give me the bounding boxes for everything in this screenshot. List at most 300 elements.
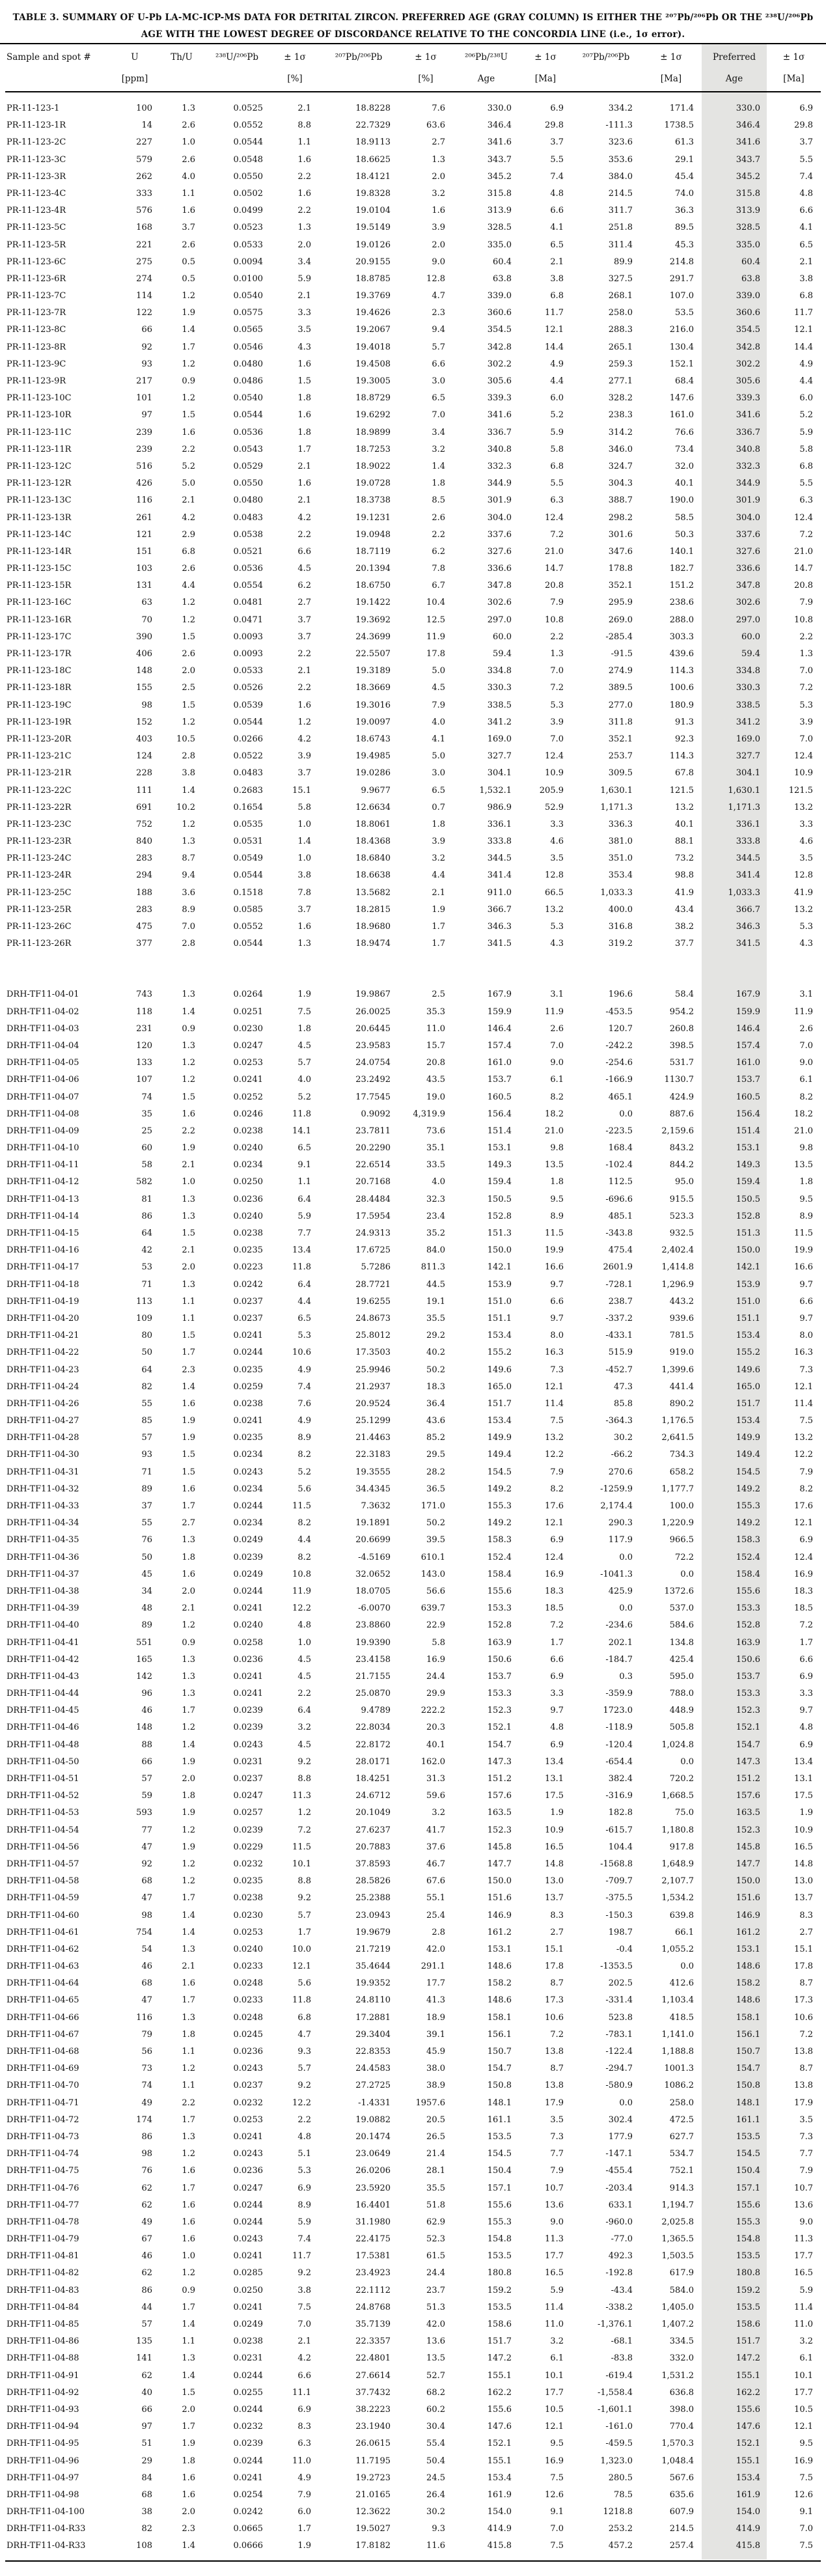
value-cell: 0.0550 <box>233 171 263 182</box>
value-cell: 124 <box>136 751 152 762</box>
value-cell: 1.9 <box>182 1756 195 1767</box>
value-cell: 382.4 <box>608 1774 633 1784</box>
value-cell: 2.3 <box>432 308 445 318</box>
column-header: ± 1σ [%] <box>284 52 306 84</box>
value-cell: 1.2 <box>182 2064 195 2074</box>
value-cell: 1,531.2 <box>661 2370 694 2381</box>
value-cell: 148.1 <box>487 2098 512 2108</box>
value-cell: 5.7 <box>297 1058 311 1068</box>
sample-id: DRH-TF11-04-35 <box>7 1535 79 1545</box>
sample-id: DRH-TF11-04-54 <box>7 1825 79 1835</box>
value-cell: 6.1 <box>550 1075 564 1085</box>
value-cell: 537.0 <box>669 1603 694 1614</box>
value-cell: 154.7 <box>487 2064 512 2074</box>
value-cell: 121.5 <box>669 785 694 796</box>
value-cell: 151.7 <box>736 1398 760 1409</box>
value-cell: 398.0 <box>669 2404 694 2415</box>
value-cell: 167.9 <box>736 990 760 1000</box>
value-cell: 400.0 <box>608 904 633 915</box>
value-cell: 6.6 <box>432 359 445 369</box>
value-cell: 10.9 <box>794 768 813 779</box>
value-cell: 1218.8 <box>603 2507 633 2517</box>
value-cell: 154.7 <box>736 1739 760 1750</box>
value-cell: 53 <box>141 1262 152 1273</box>
value-cell: 8.2 <box>297 1450 311 1460</box>
value-cell: 5.2 <box>550 410 564 421</box>
value-cell: 5.5 <box>799 154 813 165</box>
value-cell: 160.5 <box>736 1092 760 1102</box>
value-cell: 0.0243 <box>233 2064 263 2074</box>
value-cell: 0.0232 <box>233 2422 263 2432</box>
value-cell: 2601.9 <box>603 1262 633 1273</box>
value-cell: 0.0247 <box>233 1791 263 1801</box>
sample-id: DRH-TF11-04-38 <box>7 1586 79 1596</box>
value-cell: 239 <box>136 427 152 437</box>
value-cell: 7.8 <box>297 887 311 898</box>
table-row <box>5 2214 821 2231</box>
value-cell: 89.5 <box>675 223 694 233</box>
value-cell: 4.2 <box>297 512 311 523</box>
value-cell: 17.7545 <box>355 1092 391 1102</box>
value-cell: 0.0248 <box>233 1978 263 1989</box>
value-cell: 1,399.6 <box>661 1364 694 1375</box>
value-cell: 324.7 <box>608 461 633 471</box>
value-cell: 42.0 <box>426 2320 445 2329</box>
sample-id: PR-11-123-15C <box>7 564 72 574</box>
value-cell: 3.2 <box>432 188 445 199</box>
value-cell: 7.9 <box>799 1467 813 1477</box>
value-cell: 151.4 <box>487 1126 512 1136</box>
sample-id: DRH-TF11-04-20 <box>7 1313 79 1323</box>
value-cell: 152.4 <box>736 1552 760 1562</box>
value-cell: -1259.9 <box>600 1484 633 1494</box>
value-cell: 37.6 <box>426 1842 445 1852</box>
value-cell: 0.0575 <box>233 308 263 318</box>
value-cell: 351.0 <box>608 853 633 864</box>
value-cell: 5.0 <box>182 478 195 489</box>
value-cell: 17.5 <box>794 1791 813 1801</box>
value-cell: 86 <box>141 1211 152 1221</box>
value-cell: 153.7 <box>736 1671 760 1682</box>
table-row <box>5 1464 821 1481</box>
value-cell: 1.6 <box>297 188 311 199</box>
sample-id: PR-11-123-21R <box>7 768 72 779</box>
value-cell: 60.0 <box>741 631 760 642</box>
value-cell: 0.0538 <box>233 529 263 540</box>
value-cell: 2.1 <box>297 666 311 676</box>
value-cell: 7.0 <box>799 666 813 676</box>
value-cell: 76 <box>141 2166 152 2176</box>
value-cell: 523.3 <box>669 1211 694 1221</box>
value-cell: 37.7432 <box>355 2387 391 2398</box>
value-cell: 0.0521 <box>233 546 263 557</box>
value-cell: 770.4 <box>669 2422 694 2432</box>
value-cell: 117.9 <box>608 1535 633 1545</box>
sample-id: PR-11-123-5C <box>7 223 66 233</box>
value-cell: 61.5 <box>426 2251 445 2262</box>
value-cell: 9.7 <box>550 1279 564 1290</box>
value-cell: 384.0 <box>608 171 633 182</box>
value-cell: 0.0235 <box>233 1245 263 1256</box>
sample-id: DRH-TF11-04-28 <box>7 1433 79 1443</box>
value-cell: 8.3 <box>799 1910 813 1920</box>
value-cell: 19.6292 <box>355 410 391 421</box>
value-cell: 156.1 <box>736 2029 760 2040</box>
table-row <box>5 986 821 1003</box>
value-cell: 260.8 <box>669 1023 694 1034</box>
value-cell: 932.5 <box>669 1228 694 1238</box>
value-cell: 1.7 <box>182 2114 195 2125</box>
value-cell: 153.5 <box>736 2131 760 2142</box>
value-cell: 11.7195 <box>355 2456 391 2466</box>
value-cell: 3.5 <box>297 325 311 335</box>
value-cell: 4.0 <box>432 717 445 727</box>
value-cell: 346.3 <box>736 922 760 932</box>
value-cell: 56.6 <box>426 1586 445 1596</box>
value-cell: 153.5 <box>487 2302 512 2312</box>
value-cell: 30.2 <box>426 2507 445 2517</box>
value-cell: 939.6 <box>669 1313 694 1323</box>
value-cell: 13.6 <box>426 2336 445 2347</box>
value-cell: 58 <box>141 1160 152 1170</box>
value-cell: 304.3 <box>608 478 633 489</box>
value-cell: -709.7 <box>605 1876 633 1887</box>
value-cell: 0.9 <box>182 1023 195 1034</box>
table-row <box>5 1856 821 1873</box>
table-row <box>5 373 821 390</box>
value-cell: -452.7 <box>605 1364 633 1375</box>
value-cell: -242.2 <box>605 1040 633 1051</box>
sample-id: PR-11-123-11C <box>7 427 72 437</box>
value-cell: 344.9 <box>487 478 512 489</box>
value-cell: 142.1 <box>736 1262 760 1273</box>
value-cell: 163.5 <box>736 1808 760 1818</box>
value-cell: 8.7 <box>550 1978 564 1989</box>
table-row <box>5 1208 821 1225</box>
value-cell: 0.0244 <box>233 2456 263 2466</box>
value-cell: 448.9 <box>669 1706 694 1716</box>
value-cell: 9.7 <box>550 1313 564 1323</box>
value-cell: 1.9 <box>182 1433 195 1443</box>
value-cell: 0.0094 <box>233 256 263 267</box>
value-cell: 20.2290 <box>355 1143 391 1154</box>
value-cell: 19.1231 <box>355 512 391 523</box>
value-cell: 19.0097 <box>355 717 391 727</box>
value-cell: 2.3 <box>182 2524 195 2534</box>
value-cell: 627.7 <box>669 2131 694 2142</box>
value-cell: 347.8 <box>487 581 512 591</box>
value-cell: 4.8 <box>550 1723 564 1733</box>
value-cell: 116 <box>136 2012 152 2023</box>
value-cell: 85 <box>141 1416 152 1426</box>
table-row <box>5 2231 821 2248</box>
value-cell: 153.7 <box>736 1075 760 1085</box>
value-cell: 5.3 <box>799 700 813 710</box>
value-cell: 3.2 <box>297 1723 311 1733</box>
value-cell: 4.2 <box>297 734 311 744</box>
value-cell: 4.9 <box>297 1416 311 1426</box>
value-cell: 6.8 <box>297 2012 311 2023</box>
value-cell: 425.4 <box>669 1654 694 1665</box>
table-row <box>5 1327 821 1344</box>
value-cell: -223.5 <box>605 1126 633 1136</box>
value-cell: 11.9 <box>545 1006 564 1017</box>
value-cell: 38.0 <box>426 2064 445 2074</box>
value-cell: 2.1 <box>297 291 311 301</box>
value-cell: 6.4 <box>297 1194 311 1204</box>
value-cell: 343.7 <box>487 154 512 165</box>
value-cell: 0.0235 <box>233 1876 263 1887</box>
value-cell: 167.9 <box>487 990 512 1000</box>
value-cell: 0.0523 <box>233 223 263 233</box>
value-cell: 180.8 <box>487 2268 512 2278</box>
value-cell: 381.0 <box>608 837 633 847</box>
value-cell: 30.2 <box>614 1433 633 1443</box>
value-cell: 37 <box>141 1501 152 1511</box>
value-cell: 2.6 <box>799 1023 813 1034</box>
value-cell: 6.6 <box>799 206 813 216</box>
value-cell: 0.0 <box>619 1552 633 1562</box>
value-cell: 11.5 <box>545 1228 564 1238</box>
value-cell: -161.0 <box>605 2422 633 2432</box>
value-cell: 0.0233 <box>233 1995 263 2006</box>
value-cell: 1.2 <box>182 819 195 829</box>
value-cell: 35.4644 <box>355 1961 391 1972</box>
value-cell: 1.3 <box>182 1944 195 1954</box>
value-cell: 8.0 <box>799 1331 813 1341</box>
value-cell: 1001.3 <box>664 2064 694 2074</box>
column-header: ± 1σ [Ma] <box>660 52 682 84</box>
value-cell: 347.8 <box>736 581 760 591</box>
value-cell: 1.2 <box>297 717 311 727</box>
value-cell: 19.1891 <box>355 1518 391 1529</box>
value-cell: 0.0543 <box>233 444 263 454</box>
value-cell: 1.6 <box>297 478 311 489</box>
value-cell: 182.7 <box>669 564 694 574</box>
value-cell: 15.1 <box>292 785 311 796</box>
sample-id: PR-11-123-9R <box>7 376 66 386</box>
sample-id: DRH-TF11-04-69 <box>7 2064 79 2074</box>
sample-id: DRH-TF11-04-48 <box>7 1739 79 1750</box>
value-cell: 178.8 <box>608 564 633 574</box>
column-header: ± 1σ [Ma] <box>534 52 557 84</box>
value-cell: 38.9 <box>426 2081 445 2091</box>
value-cell: 465.1 <box>608 1092 633 1102</box>
value-cell: 140.1 <box>669 546 694 557</box>
value-cell: 10.7 <box>794 2183 813 2193</box>
value-cell: 1.8 <box>799 1177 813 1187</box>
table-row <box>5 544 821 561</box>
value-cell: 1.7 <box>297 444 311 454</box>
value-cell: 149.6 <box>487 1364 512 1375</box>
value-cell: 360.6 <box>487 308 512 318</box>
value-cell: 636.8 <box>669 2387 694 2398</box>
sample-id: PR-11-123-19R <box>7 717 72 727</box>
value-cell: -91.5 <box>611 649 633 659</box>
value-cell: 19.0126 <box>355 240 391 250</box>
value-cell: 0.0242 <box>233 1279 263 1290</box>
table-title-line2: AGE WITH THE LOWEST DEGREE OF DISCORDANCE RELATIVE TO THE CONCORDIA LINE (i.e., 1σ error). <box>141 29 685 40</box>
sample-id: PR-11-123-24C <box>7 853 72 864</box>
value-cell: 251.8 <box>608 223 633 233</box>
table-row <box>5 2129 821 2146</box>
value-cell: 31.1980 <box>355 2217 391 2227</box>
table-row <box>5 1259 821 1276</box>
sample-id: DRH-TF11-04-61 <box>7 1927 79 1937</box>
value-cell: 0.0250 <box>233 1177 263 1187</box>
value-cell: 336.6 <box>487 564 512 574</box>
value-cell: 1.2 <box>182 1058 195 1068</box>
value-cell: 150.4 <box>736 2166 760 2176</box>
value-cell: 1.9 <box>550 1808 564 1818</box>
value-cell: 811.3 <box>420 1262 445 1273</box>
value-cell: 1,405.0 <box>661 2302 694 2312</box>
value-cell: -580.9 <box>605 2081 633 2091</box>
table-row <box>5 1055 821 1072</box>
value-cell: 12.1 <box>292 1961 311 1972</box>
value-cell: 1.8 <box>182 1552 195 1562</box>
value-cell: 1,033.3 <box>728 887 760 898</box>
value-cell: 18.3 <box>426 1381 445 1392</box>
value-cell: 148.1 <box>736 2098 760 2108</box>
value-cell: 76 <box>141 1535 152 1545</box>
value-cell: 319.2 <box>608 939 633 949</box>
value-cell: 3.2 <box>432 1808 445 1818</box>
value-cell: 11.3 <box>545 2234 564 2245</box>
table-row <box>5 629 821 646</box>
value-cell: 7.5 <box>550 2472 564 2483</box>
value-cell: 93 <box>141 1450 152 1460</box>
value-cell: 1.5 <box>182 700 195 710</box>
value-cell: 7.5 <box>799 1416 813 1426</box>
value-cell: 155.6 <box>487 2200 512 2210</box>
sample-id: PR-11-123-1 <box>7 104 60 113</box>
value-cell: 4.8 <box>799 188 813 199</box>
value-cell: 0.0548 <box>233 154 263 165</box>
value-cell: 146.9 <box>736 1910 760 1920</box>
table-row <box>5 254 821 271</box>
table-row <box>5 2146 821 2163</box>
value-cell: 12.4 <box>794 1552 813 1562</box>
value-cell: 151.4 <box>736 1126 760 1136</box>
value-cell: 18.2815 <box>355 904 391 915</box>
value-cell: 8.2 <box>550 1484 564 1494</box>
value-cell: 21.0 <box>794 546 813 557</box>
sample-id: DRH-TF11-04-53 <box>7 1808 79 1818</box>
table-row <box>5 288 821 305</box>
value-cell: 4.4 <box>799 376 813 386</box>
value-cell: 82 <box>141 2524 152 2534</box>
value-cell: 12.8 <box>545 870 564 881</box>
value-cell: 17.8 <box>426 649 445 659</box>
value-cell: 3.5 <box>550 2114 564 2125</box>
sample-id: PR-11-123-16C <box>7 598 72 608</box>
value-cell: 4.8 <box>297 2131 311 2142</box>
value-cell: 11.9 <box>292 1586 311 1596</box>
value-cell: 154.0 <box>736 2507 760 2517</box>
value-cell: 154.5 <box>487 2149 512 2159</box>
value-cell: 1.9 <box>182 1808 195 1818</box>
value-cell: 425.9 <box>608 1586 633 1596</box>
value-cell: 1.6 <box>182 2166 195 2176</box>
value-cell: 150.6 <box>736 1654 760 1665</box>
value-cell: 9.1 <box>550 2507 564 2517</box>
value-cell: 36.5 <box>426 1484 445 1494</box>
value-cell: 0.0540 <box>233 291 263 301</box>
value-cell: 19.0882 <box>355 2114 391 2125</box>
table-row <box>5 1157 821 1174</box>
value-cell: 9.4 <box>182 870 195 881</box>
value-cell: 9.2 <box>297 1756 311 1767</box>
value-cell: 0.0258 <box>233 1637 263 1648</box>
value-cell: 1,194.7 <box>661 2200 694 2210</box>
value-cell: 1.3 <box>182 2353 195 2364</box>
value-cell: 2.7 <box>297 598 311 608</box>
value-cell: 73.6 <box>426 1126 445 1136</box>
value-cell: 2.9 <box>182 529 195 540</box>
value-cell: 1.4 <box>182 1910 195 1920</box>
value-cell: 28.2 <box>426 1467 445 1477</box>
value-cell: 151.0 <box>487 1296 512 1307</box>
table-body <box>5 92 821 2555</box>
value-cell: 62 <box>141 2200 152 2210</box>
value-cell: 60.4 <box>741 256 760 267</box>
value-cell: 1.7 <box>799 1637 813 1648</box>
value-cell: 4.1 <box>550 223 564 233</box>
value-cell: 311.8 <box>608 717 633 727</box>
table-row <box>5 510 821 527</box>
value-cell: 146.4 <box>736 1023 760 1034</box>
value-cell: 19.6255 <box>355 1296 391 1307</box>
value-cell: 0.0480 <box>233 359 263 369</box>
value-cell: 153.1 <box>736 1143 760 1154</box>
value-cell: 0.0243 <box>233 2149 263 2159</box>
value-cell: 1.4 <box>182 1381 195 1392</box>
value-cell: 3.8 <box>799 273 813 284</box>
value-cell: 169.0 <box>736 734 760 744</box>
value-cell: 18.9680 <box>355 922 391 932</box>
value-cell: 150.5 <box>487 1194 512 1204</box>
value-cell: 315.8 <box>487 188 512 199</box>
value-cell: 18.6840 <box>355 853 391 864</box>
value-cell: 27.6237 <box>355 1825 391 1835</box>
sample-id: DRH-TF11-04-21 <box>7 1331 79 1341</box>
value-cell: 2.2 <box>432 529 445 540</box>
value-cell: 152.1 <box>736 2439 760 2449</box>
value-cell: 7.0 <box>550 2524 564 2534</box>
value-cell: 155.3 <box>736 2217 760 2227</box>
value-cell: 2.2 <box>799 631 813 642</box>
value-cell: -375.5 <box>605 1893 633 1904</box>
value-cell: 161.9 <box>487 2489 512 2500</box>
value-cell: 334.5 <box>669 2336 694 2347</box>
value-cell: 6.9 <box>799 1671 813 1682</box>
value-cell: 22.1112 <box>355 2285 391 2295</box>
table-row <box>5 2010 821 2027</box>
value-cell: 3.7 <box>297 631 311 642</box>
value-cell: 148.6 <box>736 1961 760 1972</box>
value-cell: 35 <box>141 1109 152 1119</box>
value-cell: 2.0 <box>182 2507 195 2517</box>
value-cell: 0.0230 <box>233 1023 263 1034</box>
value-cell: 4.5 <box>432 683 445 693</box>
value-cell: 3.7 <box>799 137 813 148</box>
value-cell: 1.9 <box>297 2541 311 2551</box>
value-cell: 157.4 <box>736 1040 760 1051</box>
value-cell: 0.0499 <box>233 206 263 216</box>
value-cell: 32.3 <box>426 1194 445 1204</box>
value-cell: 45.9 <box>426 2047 445 2057</box>
